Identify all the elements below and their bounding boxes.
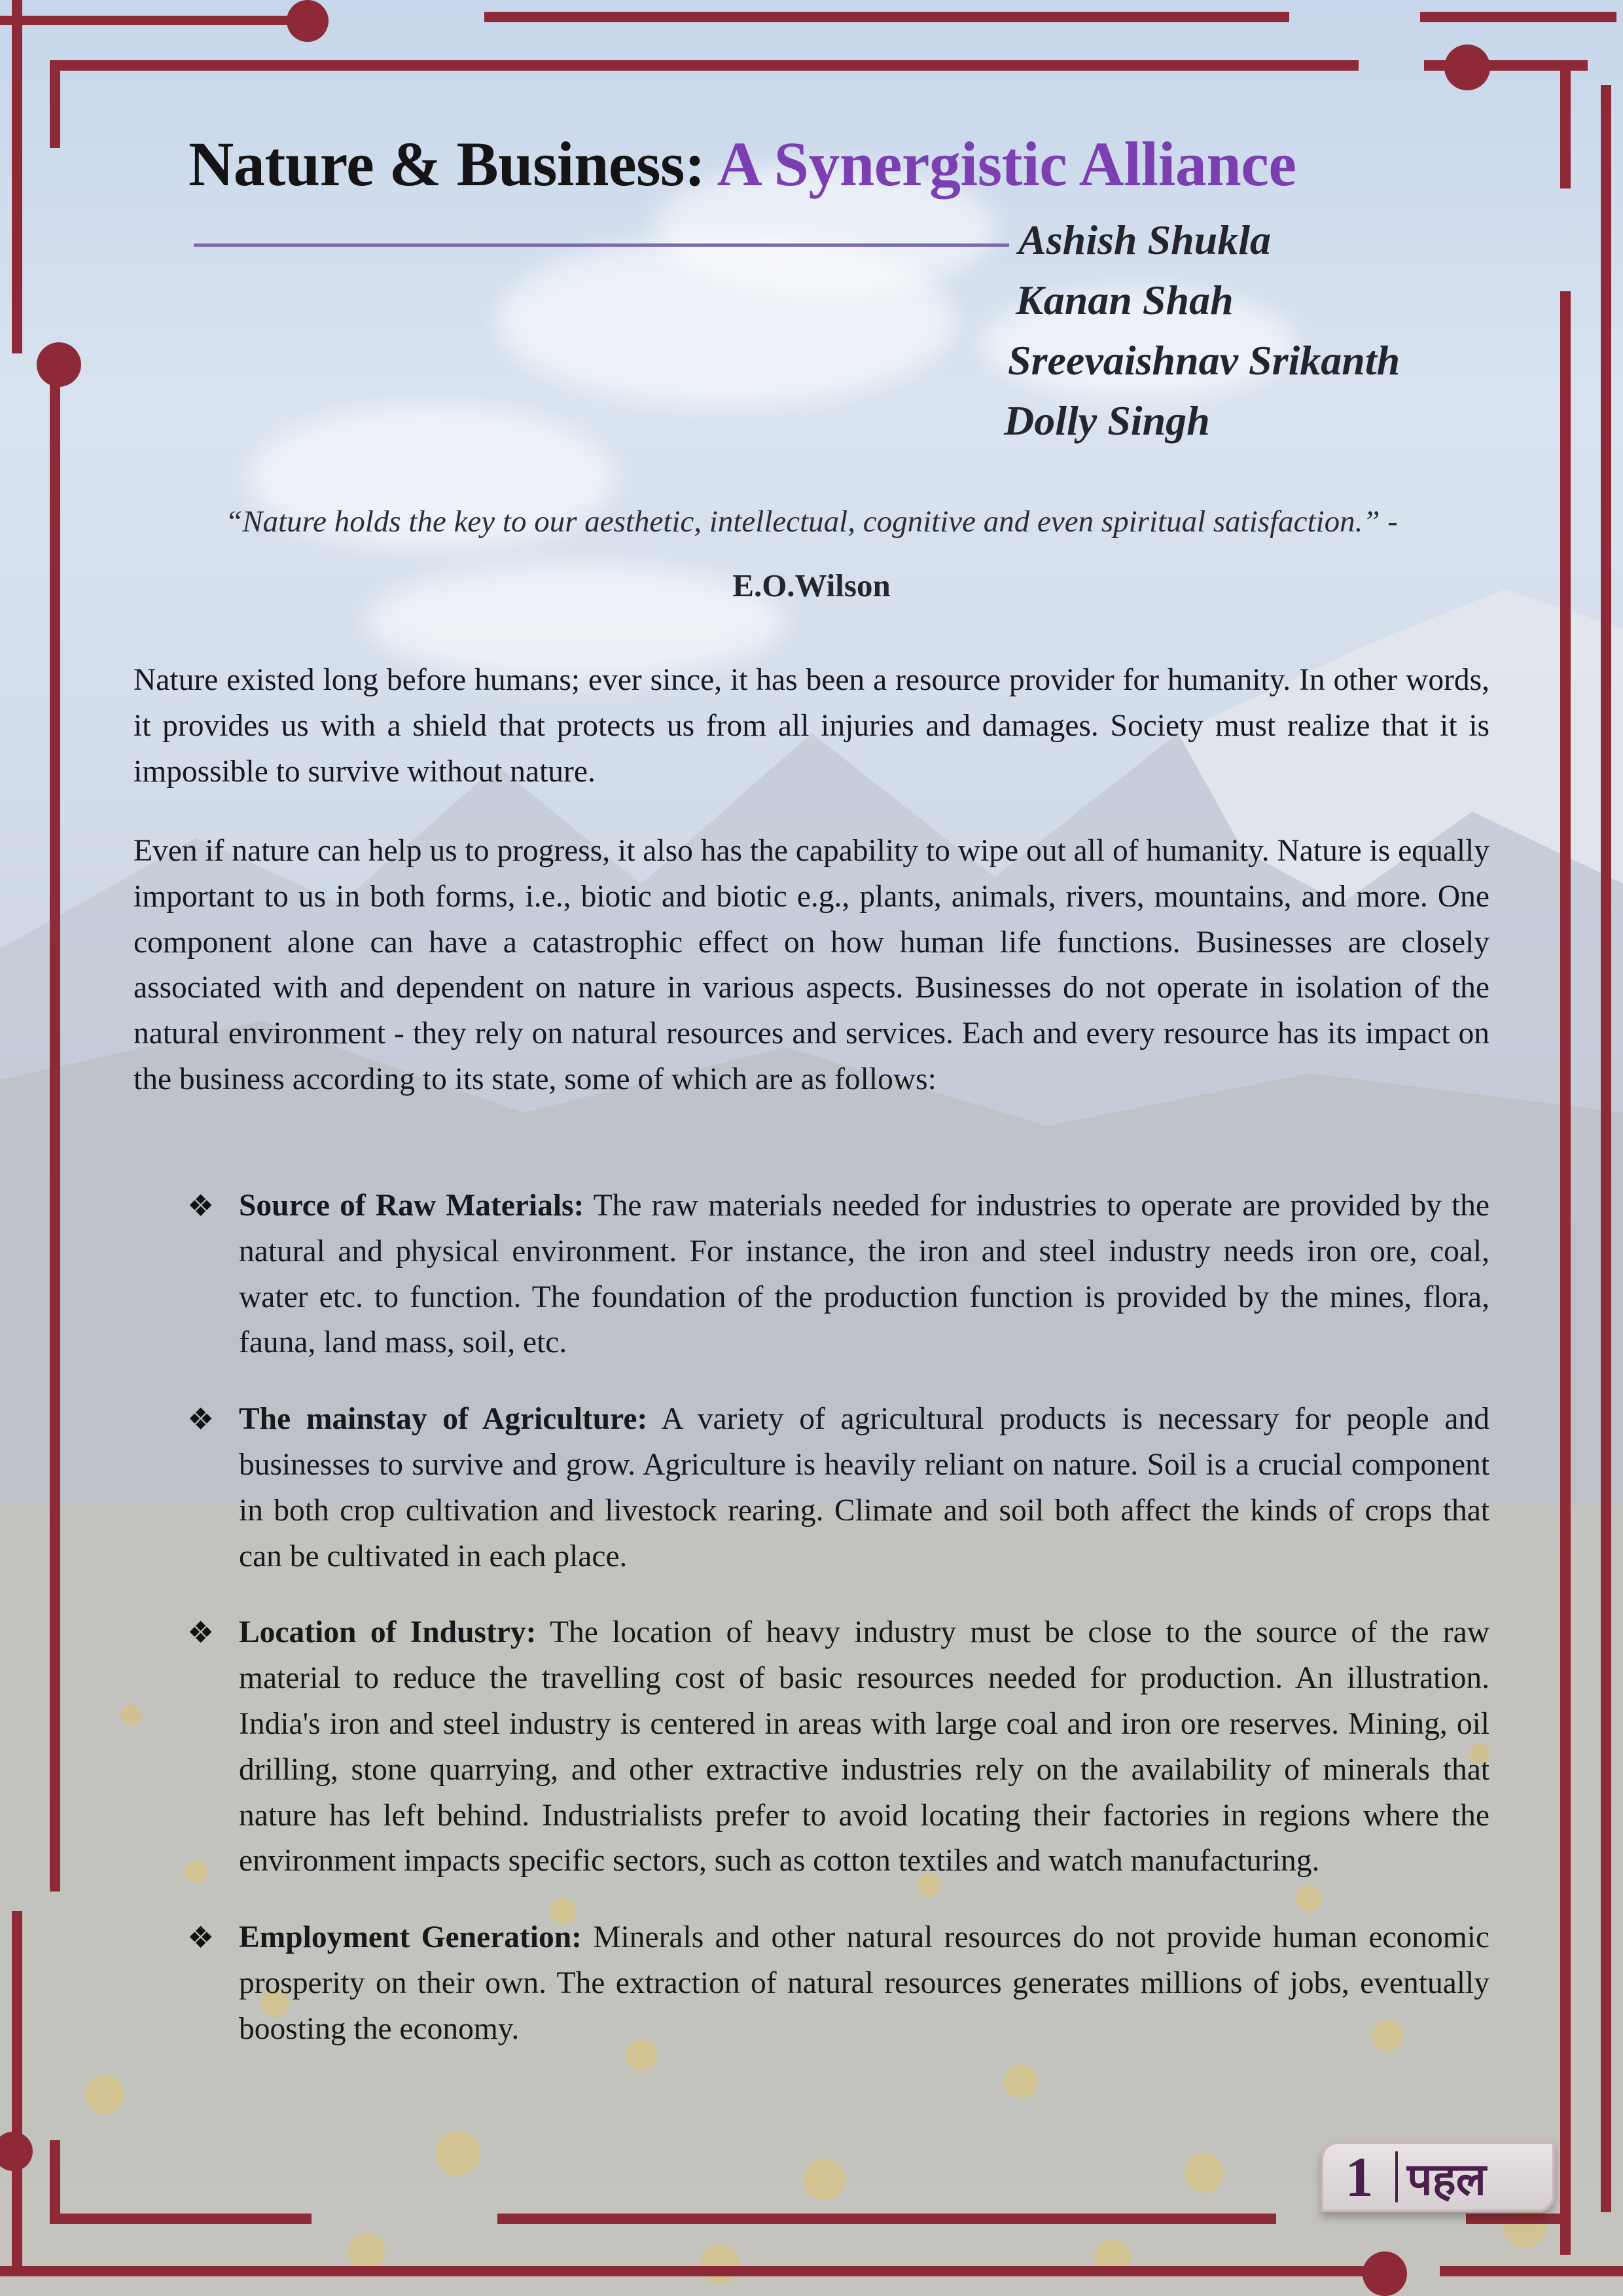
list-item-text: The raw materials needed for industries to operate are provided by the natural and physical environment. For instance, the iron and steel industry needs iron ore, coal, water etc. to function. The foundation of the production function is provided by the mines, flora, fauna, land mass, soil, etc.	[239, 1189, 1489, 1360]
badge-divider	[1395, 2151, 1398, 2202]
publication-name: पहल	[1407, 2153, 1486, 2206]
list-item-text: Minerals and other natural resources do not provide human economic prosperity on their own. The extraction of natural resources generates millions of jobs, eventually boosting the economy.	[239, 1920, 1489, 2046]
bullet-diamond-icon: ❖	[187, 1921, 215, 1955]
title-underline	[194, 243, 1009, 247]
bullet-diamond-icon: ❖	[187, 1403, 215, 1437]
page-number: 1	[1345, 2145, 1374, 2208]
body-paragraph: Even if nature can help us to progress, it also has the capability to wipe out all of humanity. Nature is equally important to us in both forms, i.e., biotic and biotic e.g., plants, animals, rivers, mountains, and more. One component alone can have a catastrophic effect on how human life functions. Businesses are closely associated with and dependent on nature in various aspects. Businesses do not operate in isolation of the natural environment - they rely on natural resources and services. Each and every resource has its impact on the business according to its state, some of which are as follows:	[134, 834, 1489, 1096]
list-item	[134, 1915, 1489, 2052]
list-item-heading: The mainstay of Agriculture:	[239, 1402, 648, 1437]
list-item-heading: Employment Generation:	[239, 1920, 582, 1955]
bullet-diamond-icon: ❖	[187, 1189, 215, 1223]
epigraph-author: E.O.Wilson	[732, 567, 891, 603]
list-item	[134, 1397, 1489, 1579]
list-item-text: A variety of agricultural products is necessary for people and businesses to survive and grow. Agriculture is heavily reliant on nature. Soil is a crucial component in both crop cultivation and livestock rearing. Climate and soil both affect the kinds of crops that can be cultivated in each place.	[239, 1402, 1489, 1573]
article-title	[188, 130, 1296, 199]
list-item	[134, 1610, 1489, 1884]
title-part-1: Nature & Business:	[188, 129, 705, 199]
list-item-text: The location of heavy industry must be close to the source of the raw material to reduce the travelling cost of basic resources needed for production. An illustration. India's iron and steel industry is centered in areas with large coal and iron ore reserves. Mining, oil drilling, stone quarrying, and other extractive industries rely on the availability of minerals that nature has left behind. Industrialists prefer to avoid locating their factories in regions where the environment impacts specific sectors, such as cotton textiles and watch manufacturing.	[239, 1615, 1489, 1878]
list-item	[134, 1183, 1489, 1366]
list-item-heading: Location of Industry:	[239, 1615, 537, 1650]
author-name: Dolly Singh	[1004, 397, 1210, 444]
author-name: Ashish Shukla	[1018, 217, 1272, 263]
author-name: Sreevaishnav Srikanth	[1008, 337, 1400, 384]
epigraph-quote: “Nature holds the key to our aesthetic, intellectual, cognitive and even spiritual satisfaction.” -	[225, 505, 1398, 539]
title-part-2: A Synergistic Alliance	[717, 129, 1296, 199]
page-footer-badge	[1321, 2142, 1555, 2212]
resource-list	[134, 1183, 1489, 2053]
bullet-diamond-icon: ❖	[187, 1616, 215, 1650]
list-item-heading: Source of Raw Materials:	[239, 1189, 584, 1223]
body-paragraph: Nature existed long before humans; ever since, it has been a resource provider for humanity. In other words, it provides us with a shield that protects us from all injuries and damages. Society must realize that it is impossible to survive without nature.	[134, 663, 1489, 789]
author-name: Kanan Shah	[1016, 277, 1234, 323]
